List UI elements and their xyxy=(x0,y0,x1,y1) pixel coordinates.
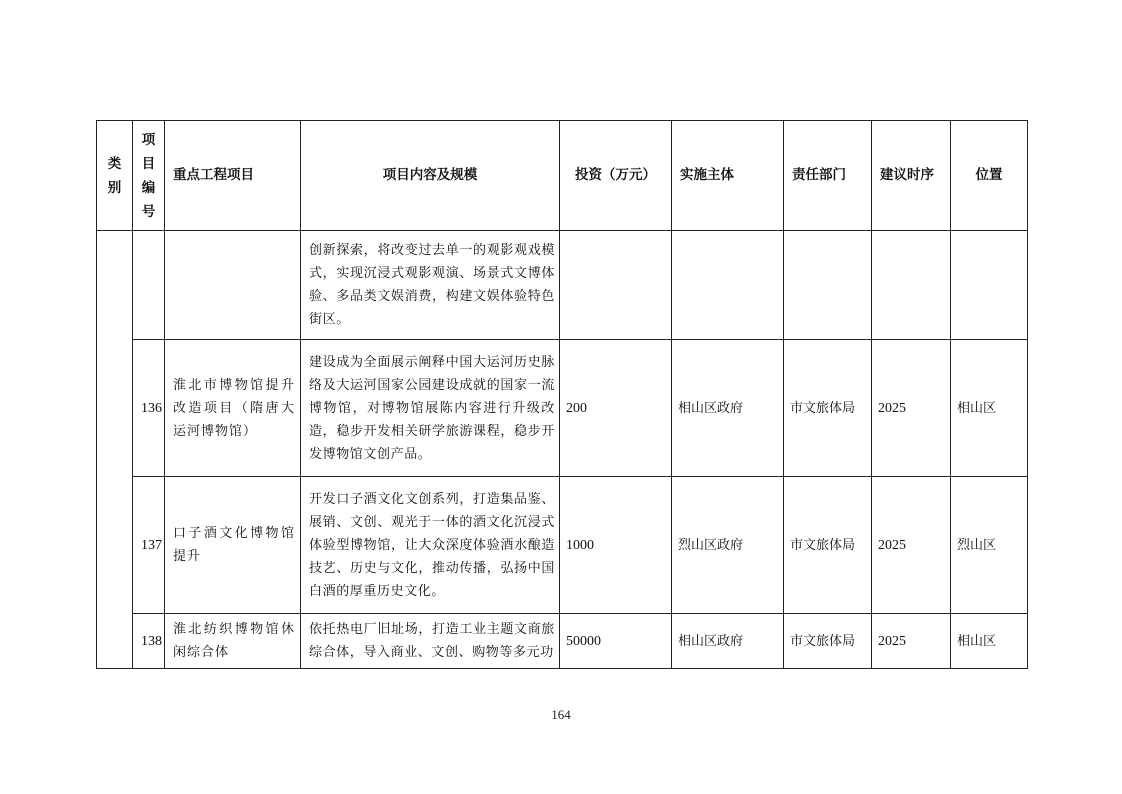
project-description-cell: 创新探索，将改变过去单一的观影观戏模式，实现沉浸式观影观演、场景式文博体验、多品类文娱消费，构建文娱体验特色街区。 xyxy=(301,231,560,340)
header-key-project: 重点工程项目 xyxy=(165,121,301,231)
implementer-cell: 烈山区政府 xyxy=(672,477,784,614)
project-name-cell: 淮北纺织博物馆休闲综合体 xyxy=(165,614,301,669)
project-name-cell: 口子酒文化博物馆提升 xyxy=(165,477,301,614)
location-cell: 相山区 xyxy=(951,340,1028,477)
project-no-cell: 136 xyxy=(133,340,165,477)
investment-cell: 50000 xyxy=(560,614,672,669)
table-row xyxy=(97,231,1028,340)
investment-cell xyxy=(560,231,672,340)
project-description-cell: 开发口子酒文化文创系列，打造集品鉴、展销、文创、观光于一体的酒文化沉浸式体验型博物馆，让大众深度体验酒水酿造技艺、历史与文化，推动传播，弘扬中国白酒的厚重历史文化。 xyxy=(301,477,560,614)
table-row xyxy=(97,614,1028,669)
header-implementer: 实施主体 xyxy=(672,121,784,231)
location-cell: 烈山区 xyxy=(951,477,1028,614)
investment-cell: 1000 xyxy=(560,477,672,614)
location-cell xyxy=(951,231,1028,340)
header-category: 类 别 xyxy=(97,121,133,231)
project-name-cell: 淮北市博物馆提升改造项目（隋唐大运河博物馆） xyxy=(165,340,301,477)
page-number: 164 xyxy=(551,707,571,722)
implementer-cell: 相山区政府 xyxy=(672,614,784,669)
project-name-cell xyxy=(165,231,301,340)
category-cell xyxy=(97,231,133,669)
header-investment: 投资（万元） xyxy=(560,121,672,231)
schedule-cell: 2025 xyxy=(872,614,951,669)
department-cell xyxy=(784,231,872,340)
project-no-cell: 137 xyxy=(133,477,165,614)
investment-cell: 200 xyxy=(560,340,672,477)
project-no-cell: 138 xyxy=(133,614,165,669)
header-schedule: 建议时序 xyxy=(872,121,951,231)
header-location: 位置 xyxy=(951,121,1028,231)
department-cell: 市文旅体局 xyxy=(784,340,872,477)
implementer-cell xyxy=(672,231,784,340)
header-content-scale: 项目内容及规模 xyxy=(301,121,560,231)
table-row xyxy=(97,477,1028,614)
schedule-cell xyxy=(872,231,951,340)
table-row xyxy=(97,340,1028,477)
department-cell: 市文旅体局 xyxy=(784,614,872,669)
department-cell: 市文旅体局 xyxy=(784,477,872,614)
schedule-cell: 2025 xyxy=(872,477,951,614)
schedule-cell: 2025 xyxy=(872,340,951,477)
project-no-cell xyxy=(133,231,165,340)
location-cell: 相山区 xyxy=(951,614,1028,669)
header-project-no: 项 目 编 号 xyxy=(133,121,165,231)
header-responsible-dept: 责任部门 xyxy=(784,121,872,231)
project-description-cell: 建设成为全面展示阐释中国大运河历史脉络及大运河国家公园建设成就的国家一流博物馆，对博物馆展陈内容进行升级改造，稳步开发相关研学旅游课程，稳步开发博物馆文创产品。 xyxy=(301,340,560,477)
project-description-cell: 依托热电厂旧址场，打造工业主题文商旅综合体，导入商业、文创、购物等多元功 xyxy=(301,614,560,669)
project-table xyxy=(96,120,1028,669)
implementer-cell: 相山区政府 xyxy=(672,340,784,477)
header-row xyxy=(97,121,1028,231)
